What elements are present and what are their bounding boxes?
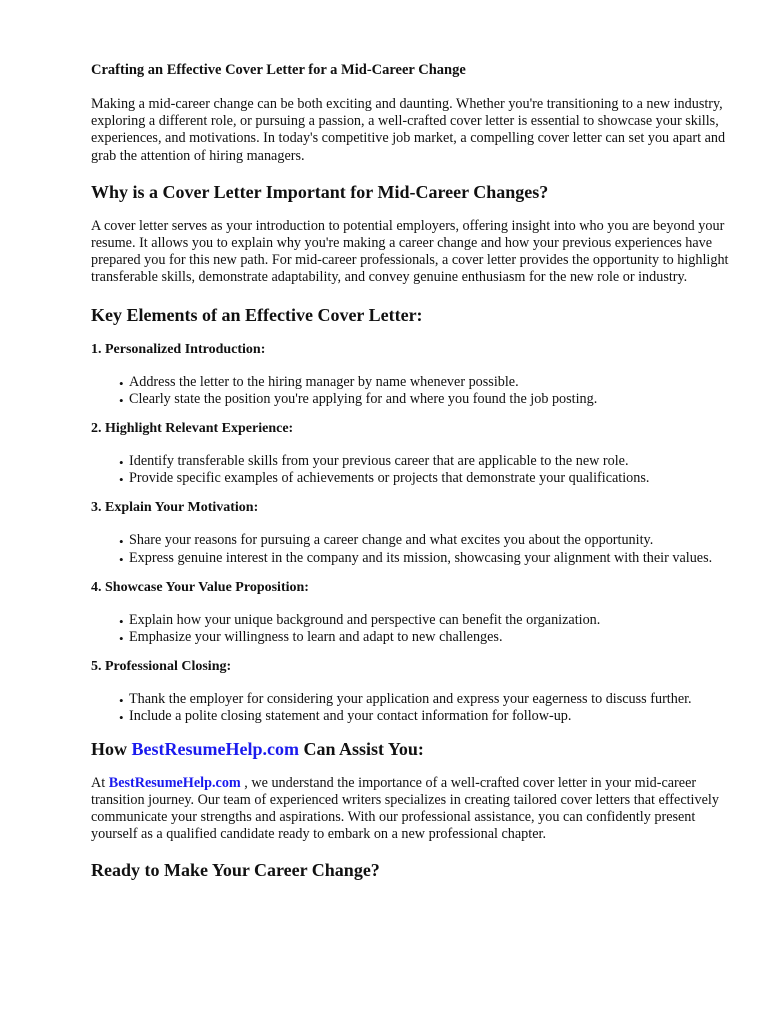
key-elements-section	[91, 304, 731, 726]
list-item: • Include a polite closing statement and your contact information for follow-up.	[119, 708, 731, 725]
list-item: • Share your reasons for pursuing a career change and what excites you about the opportunity.	[119, 532, 731, 549]
list-item: • Explain how your unique background and perspective can benefit the organization.	[119, 612, 731, 629]
site-link[interactable]: BestResumeHelp.com	[108, 774, 241, 791]
why-heading: Why is a Cover Letter Important for Mid-Career Changes?	[91, 181, 549, 202]
help-heading-suffix: Can Assist You:	[298, 738, 424, 759]
element-title: 5. Professional Closing:	[91, 659, 232, 675]
help-body-suffix: , we understand the importance of a well-crafted cover letter in your mid-career transition journey. Our team of experienced writers specializes in creating tailored cover letters that effectively communicate your strengths and aspirations. With our professional assistance, you can confidently present yourself as a qualified candidate ready to embark on a new professional chapter.	[91, 774, 719, 843]
element-list	[91, 453, 731, 487]
ready-heading: Ready to Make Your Career Change?	[91, 860, 380, 881]
site-link[interactable]: BestResumeHelp.com	[131, 738, 299, 759]
element-title: 1. Personalized Introduction:	[91, 341, 266, 357]
help-paragraph	[91, 775, 731, 844]
element-list	[91, 532, 731, 566]
list-item: • Thank the employer for considering your application and express your eagerness to discuss further.	[119, 691, 731, 708]
help-body-prefix: At	[91, 774, 109, 791]
why-section	[91, 181, 731, 287]
element-list	[91, 612, 731, 646]
help-section	[91, 738, 731, 844]
list-item: • Identify transferable skills from your previous career that are applicable to the new role.	[119, 453, 731, 470]
help-heading	[91, 738, 731, 760]
list-item: • Emphasize your willingness to learn and adapt to new challenges.	[119, 629, 731, 646]
element-title: 3. Explain Your Motivation:	[91, 500, 259, 516]
key-elements-heading: Key Elements of an Effective Cover Letter:	[91, 304, 423, 325]
document-page	[91, 61, 731, 896]
element-title: 2. Highlight Relevant Experience:	[91, 421, 294, 437]
list-item: • Address the letter to the hiring manager by name whenever possible.	[119, 374, 731, 391]
element-title: 4. Showcase Your Value Proposition:	[91, 579, 309, 595]
help-heading-prefix: How	[91, 738, 132, 759]
list-item: • Clearly state the position you're applying for and where you found the job posting.	[119, 391, 731, 408]
list-item: • Express genuine interest in the company and its mission, showcasing your alignment with their values.	[119, 550, 731, 567]
document-title: Crafting an Effective Cover Letter for a Mid-Career Change	[91, 62, 466, 78]
intro-paragraph: Making a mid-career change can be both exciting and daunting. Whether you're transitioning to a new industry, exploring a different role, or pursuing a passion, a well-crafted cover letter is essential to showcase your skills, experiences, and motivations. In today's competitive job market, a compelling cover letter can set you apart and grab the attention of hiring managers.	[91, 96, 726, 164]
ready-section	[91, 859, 731, 881]
list-item: • Provide specific examples of achievements or projects that demonstrate your qualifications.	[119, 470, 731, 487]
why-paragraph: A cover letter serves as your introduction to potential employers, offering insight into who you are beyond your resume. It allows you to explain why you're making a career change and how your previous experiences have prepared you for this new path. For mid-career professionals, a cover letter provides the opportunity to highlight transferable skills, demonstrate adaptability, and convey genuine enthusiasm for the new role or industry.	[91, 217, 729, 286]
element-list	[91, 691, 731, 725]
element-list	[91, 374, 731, 408]
